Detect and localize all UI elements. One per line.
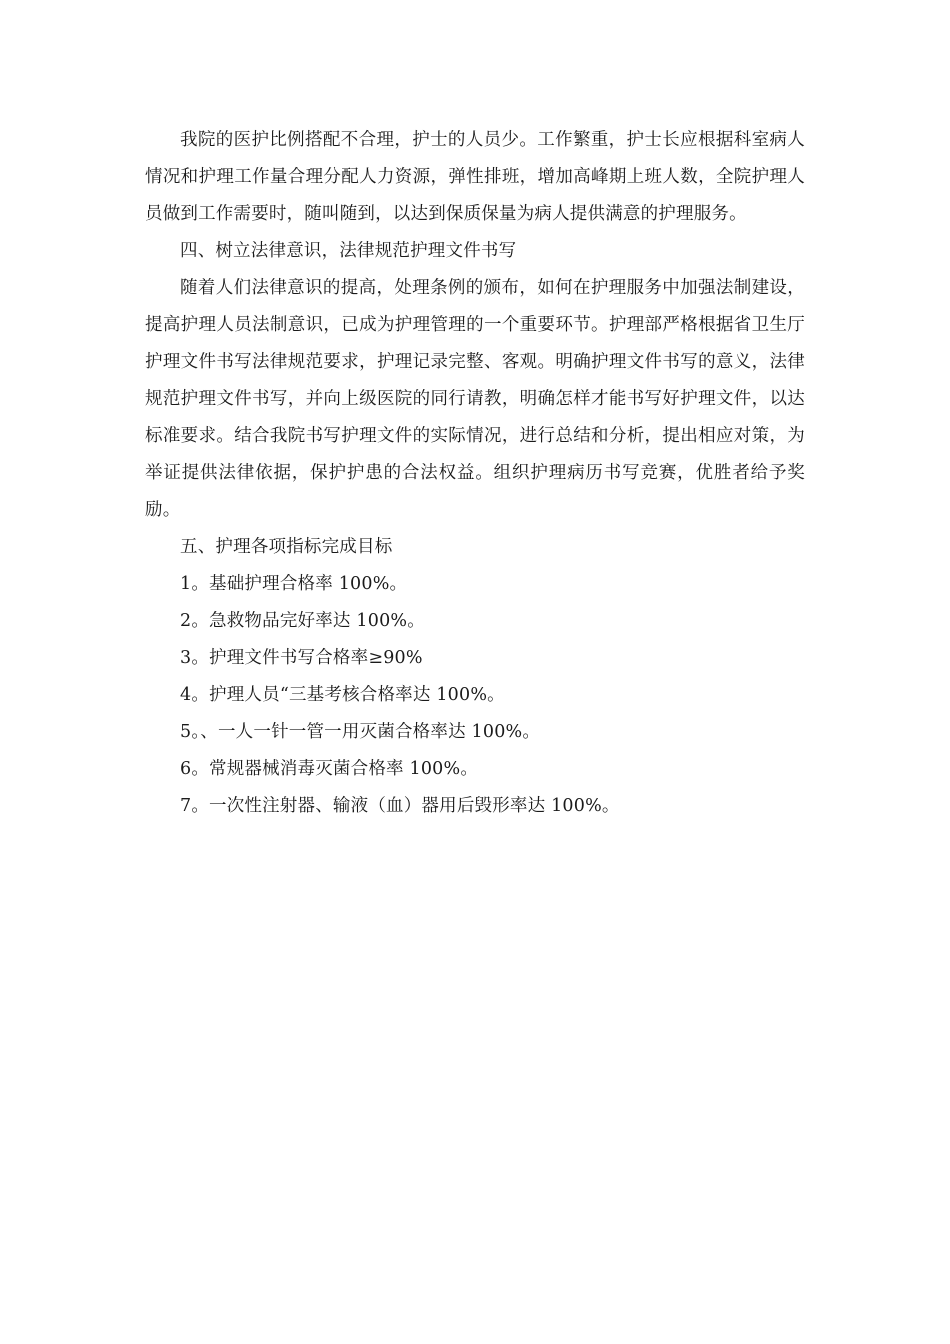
target-item: 7。一次性注射器、输液（血）器用后毁形率达 100%。 xyxy=(180,796,620,816)
section-heading-targets: 五、护理各项指标完成目标 xyxy=(180,537,393,557)
paragraph-staffing: 我院的医护比例搭配不合理，护士的人员少。工作繁重，护士长应根据科室病人情况和护理工作量合理分配人力资源，弹性排班，增加高峰期上班人数，全院护理人员做到工作需要时，随叫随到，以达到保质保量为病人提供满意的护理服务。 xyxy=(145,130,805,224)
target-item: 1。基础护理合格率 100%。 xyxy=(180,574,408,594)
target-item: 3。护理文件书写合格率≥90% xyxy=(180,648,423,668)
document-body xyxy=(145,122,805,825)
paragraph-legal-documents: 随着人们法律意识的提高，处理条例的颁布，如何在护理服务中加强法制建设，提高护理人员法制意识，已成为护理管理的一个重要环节。护理部严格根据省卫生厅护理文件书写法律规范要求，护理记录完整、客观。明确护理文件书写的意义，法律规范护理文件书写，并向上级医院的同行请教，明确怎样才能书写好护理文件，以达标准要求。结合我院书写护理文件的实际情况，进行总结和分析，提出相应对策，为举证提供法律依据，保护护患的合法权益。组织护理病历书写竞赛，优胜者给予奖励。 xyxy=(145,278,805,520)
target-item: 2。急救物品完好率达 100%。 xyxy=(180,611,425,631)
target-item: 5。、一人一针一管一用灭菌合格率达 100%。 xyxy=(180,722,541,742)
target-item: 4。护理人员“三基考核合格率达 100%。 xyxy=(180,685,505,705)
target-item: 6。常规器械消毒灭菌合格率 100%。 xyxy=(180,759,479,779)
section-heading-legal: 四、树立法律意识，法律规范护理文件书写 xyxy=(180,241,517,261)
